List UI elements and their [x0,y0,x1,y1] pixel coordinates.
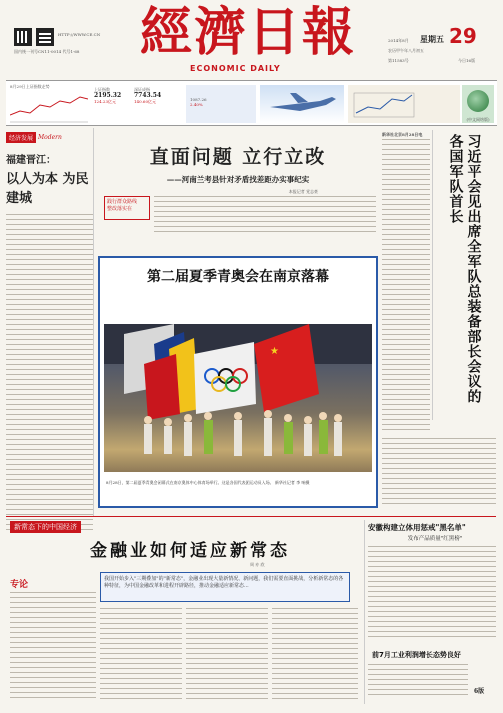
left-column [6,128,94,516]
svg-text:★: ★ [270,346,279,357]
right-ad-panel [348,85,460,123]
ceremony-illustration [104,324,372,472]
inset-box: 践行群众路线 整改落实在 [104,196,150,220]
page-count: 今日16版 [458,58,476,63]
qr-code-icon [36,28,54,46]
right-body-text: 新华社北京8月28日电 [382,132,430,432]
site-url: HTTP://WWW.CE.CN [58,32,101,37]
left-heading-1: 福建晋江： [6,155,56,166]
issue-number: 第11583号 [388,58,409,63]
left-heading-2: 以人为本 为民建城 [6,172,89,206]
lunar-date: 农历甲午年八月初五 [388,48,424,53]
column-tag: 经济发展 Modern [6,132,93,143]
right-lower-headline: 安徽构建立体用惩戒"黑名单" [368,523,466,532]
lead-subhead: ——河南兰考县针对矛盾找差距办实事纪实 [166,175,310,184]
globe-ad-image: (中文网络版) [462,85,494,123]
newspaper-title: 經濟日報 [140,2,357,63]
bottom-right-body [368,662,468,698]
ceremony-photo [104,324,372,472]
right-headline: 习近平会见出席全军队总装备部长会议的各国军队首长 [447,134,482,404]
ticker-mid-box: 1087.26 2.40% [186,85,256,123]
section-divider [6,516,496,517]
day-number: 29 [449,24,477,48]
index-chart [10,93,88,123]
date-year-month: 2014年8月 [388,38,409,43]
photo-caption: 8月28日，第二届夏季青奥会闭幕式在南京奥体中心体育场举行。这是各国代表团运动员入场。 新华社记者 李 响摄 [106,480,310,485]
lower-vertical-rule [364,520,365,704]
left-body-text [6,212,93,530]
lead-story [98,128,378,238]
page-number: 6版 [474,688,485,695]
market-ticker [6,80,497,126]
lead-byline: 本报记者 党志豪 [288,189,318,194]
lower-headline: 金融业如何适应新常态 [90,541,290,561]
lower-lede: 我国开始步入"三期叠加"的"新常态"，金融业出现大量新情况、新问题，我们需要直面挑战，分析新常态的各种特征，为中国金融改革和进程开辟路径，推动金融适应新常态... [100,572,350,602]
right-lower-text [382,436,496,508]
lower-col-1 [10,590,96,700]
newspaper-subtitle: ECONOMIC DAILY [190,64,281,73]
qr-code-icon [14,28,32,46]
lower-author: 周 亦 欣 [250,562,265,567]
airplane-ad-image [260,85,344,123]
right-headline-column [432,130,496,420]
lower-col-4 [272,606,358,700]
issue-codes: 国内统一刊号CN11-0014 代号1-68 [14,49,80,54]
ticker-stat-2: 深证成指 7743.54 140.60亿元 [134,87,162,104]
lower-col-3 [186,606,268,700]
lead-headline: 直面问题 立行立改 [149,146,327,168]
feature-headline: 第二届夏季青奥会在南京落幕 [147,269,329,285]
right-lower-sub: 发布产品质量"红黑榜" [407,536,463,542]
bottom-right-headline: 前7月工业利润增长态势良好 [372,651,461,659]
lead-body-text [154,194,376,236]
lower-col-2 [100,606,182,700]
feature-box [98,256,378,508]
right-lower-body [368,544,496,640]
lower-banner: 新常态下的中国经济 [10,521,81,533]
weekday: 星期五 [420,34,444,44]
ticker-stat-1: 上证指数 2195.32 124.23亿元 [94,87,122,104]
ticker-ad-label: 8月29日上证指数走势 [10,84,50,89]
column-label: 专论 [10,580,29,590]
